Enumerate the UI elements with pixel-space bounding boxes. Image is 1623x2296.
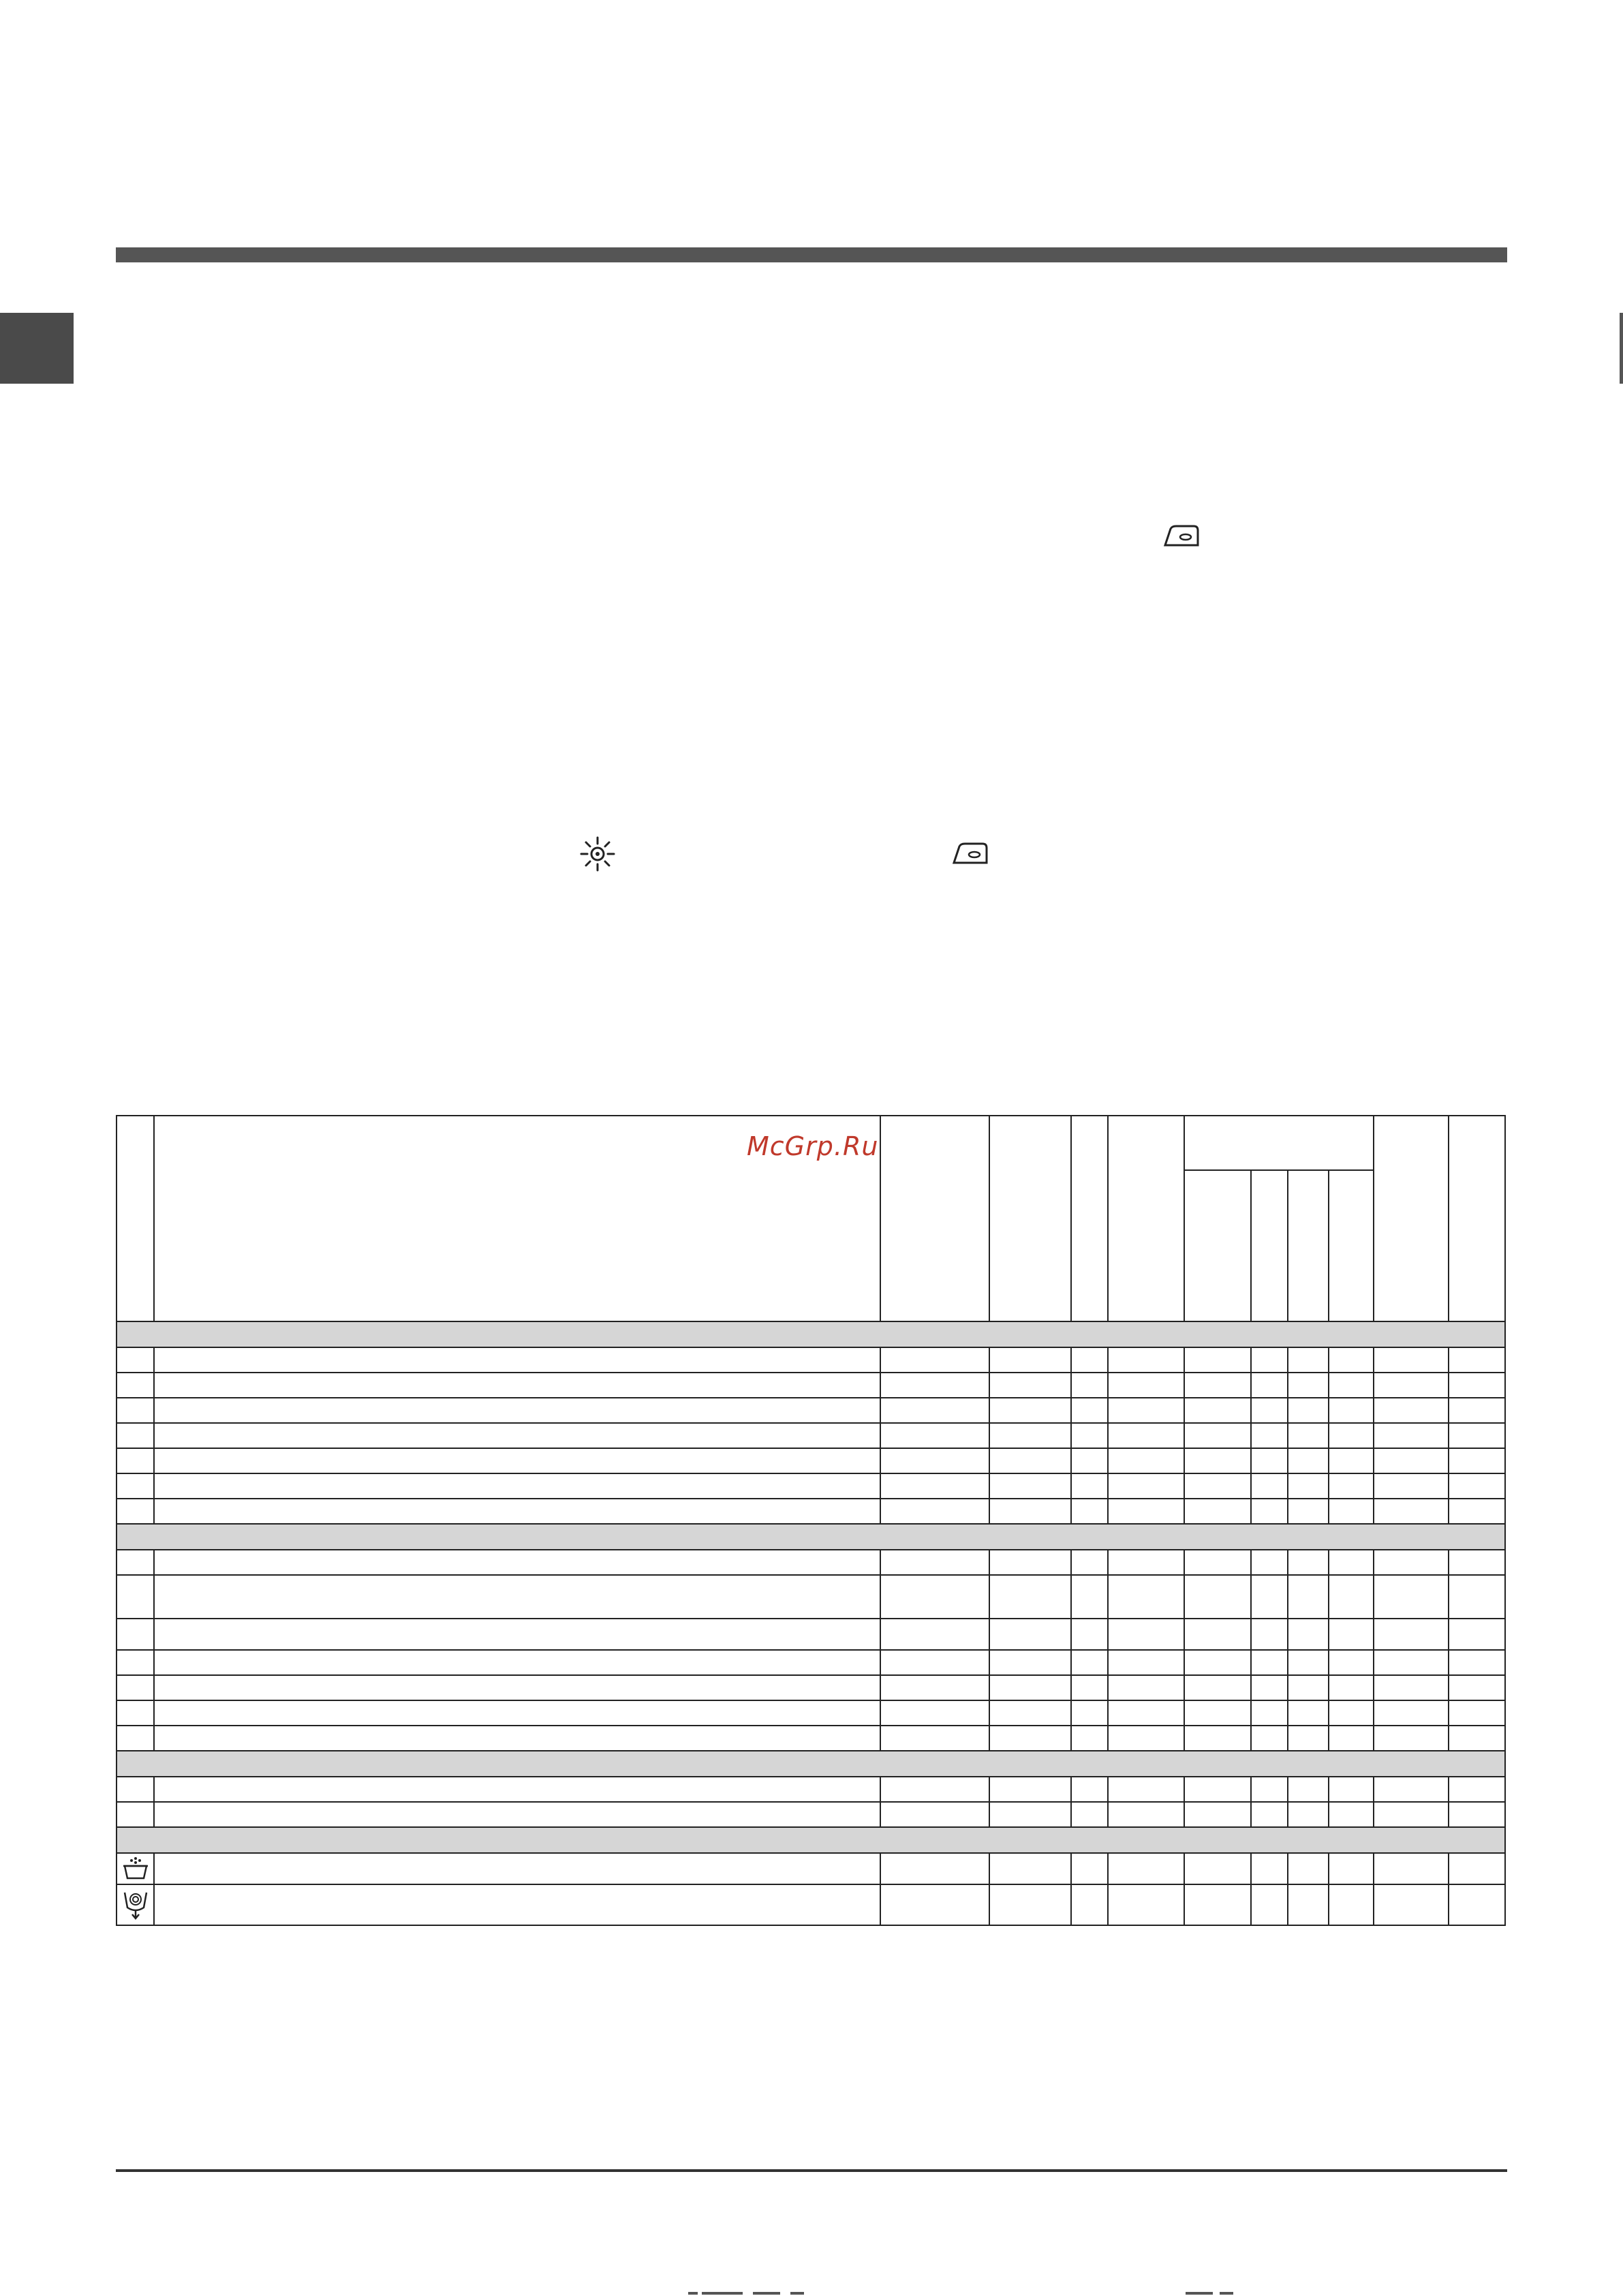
table-row: [117, 1575, 1505, 1619]
table-row: [117, 1675, 1505, 1700]
table-row: [117, 1550, 1505, 1575]
language-tab: [0, 313, 74, 384]
header-row-top: [117, 1116, 1505, 1170]
edge-mark: [1620, 313, 1623, 384]
header-bar: [116, 247, 1507, 262]
iron-icon: [951, 841, 989, 866]
table-row: [117, 1423, 1505, 1448]
section-row: [117, 1827, 1505, 1853]
sun-icon: [579, 836, 616, 872]
table-row: [117, 1726, 1505, 1751]
table-row: [117, 1473, 1505, 1499]
footer-rule: [116, 2169, 1507, 2172]
table-row: [117, 1373, 1505, 1398]
table-row: [117, 1802, 1505, 1827]
table-row: [117, 1700, 1505, 1726]
iron-icon: [1162, 523, 1201, 548]
section-row: [117, 1751, 1505, 1777]
rinse-basin-icon: [122, 1856, 149, 1881]
table-row-spin: [117, 1884, 1505, 1925]
watermark: McGrp.Ru: [747, 1131, 879, 1161]
rinse-cell: [117, 1853, 154, 1884]
spin-drain-icon: [122, 1890, 149, 1920]
table-row: [117, 1398, 1505, 1423]
table-row: [117, 1499, 1505, 1524]
scan-artifacts: [688, 2290, 1261, 2296]
programme-table: [116, 1115, 1506, 1926]
table-row: [117, 1650, 1505, 1675]
table-row: [117, 1777, 1505, 1802]
table-row: [117, 1448, 1505, 1473]
table-row-rinse: [117, 1853, 1505, 1884]
section-row: [117, 1321, 1505, 1347]
table-row: [117, 1347, 1505, 1373]
spin-cell: [117, 1884, 154, 1925]
section-row: [117, 1524, 1505, 1550]
table-row: [117, 1619, 1505, 1650]
